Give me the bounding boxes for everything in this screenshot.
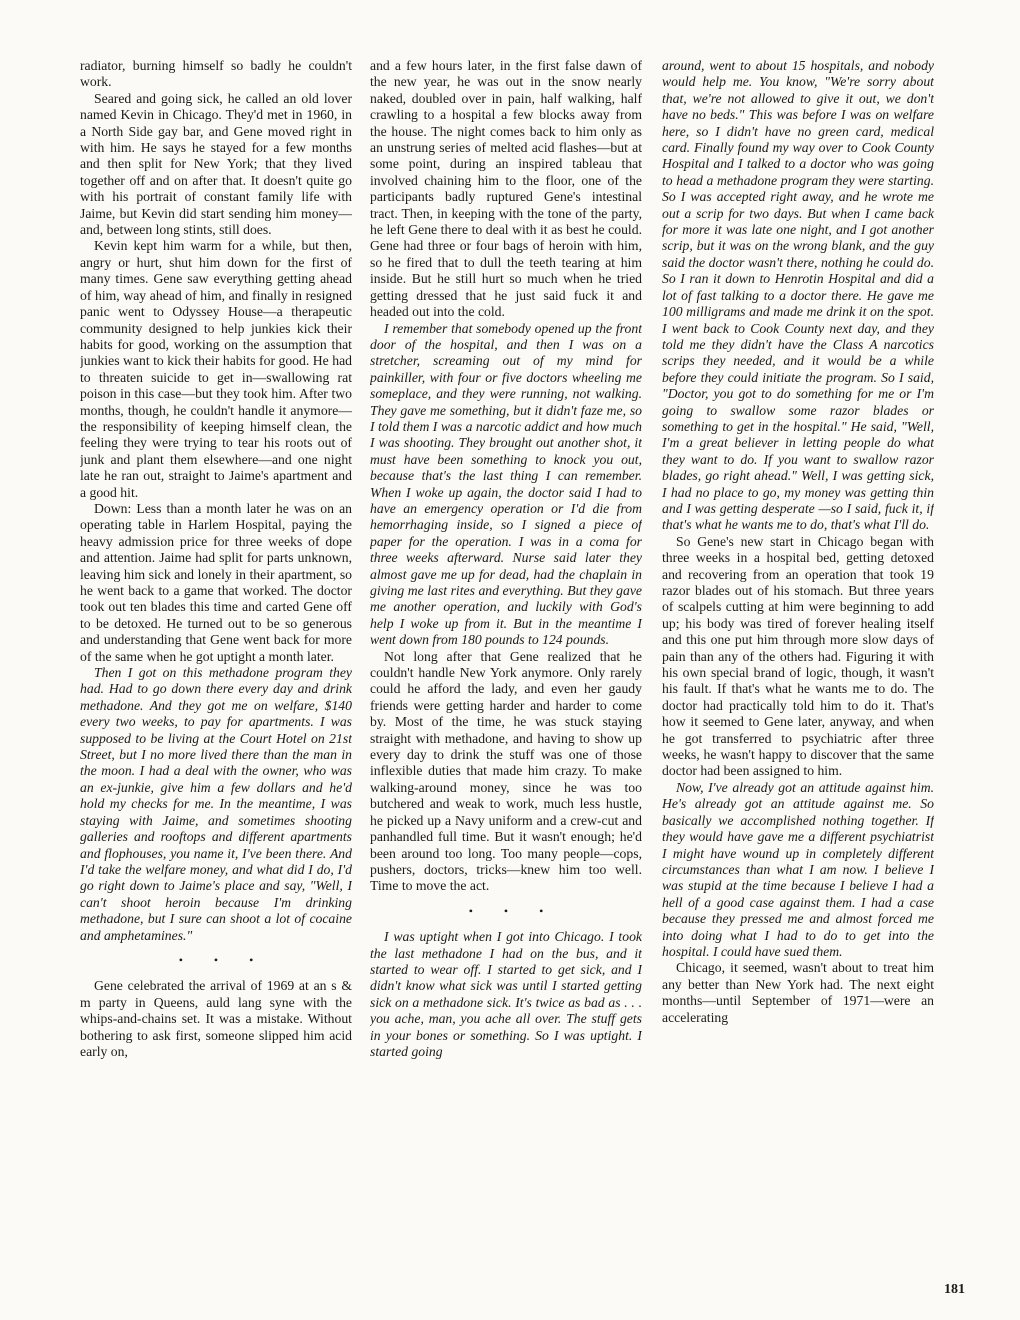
body-paragraph: Not long after that Gene realized that he couldn't handle New York anymore. Only rarely could he afford the lady, and even her gaudy friends were getting harder and harder to come by. Most of the time, he was stuck staying straight with methadone, and having to show up every day to drink the stuff was one of those inflexible duties that made him crazy. To make walking-around money, since he was too butchered and weak to work, much less hustle, he picked up a Navy uniform and a crew-cut and panhandled full time. But it wasn't enough; he'd been around too long. Too many people—cops, pushers, doctors, tricks—knew him too well. Time to move the act. bbox=[370, 648, 642, 894]
quote-paragraph: I remember that somebody opened up the front door of the hospital, and then I was on a stretcher, screaming out of my mind for painkiller, with four or five doctors wheeling me someplace, and they were running, not walking. They gave me something, but it didn't faze me, so I told them I was a narcotic addict and how much I was shooting. They brought out another shot, it must have been something to knock you out, because that's the last thing I can remember. When I woke up again, the doctor said I had to have an emergency operation or I'd die from hemorrhaging inside, so I signed a piece of paper for the operation. I was in a coma for three weeks afterward. Nurse said later they almost gave me up for dead, had the chaplain in giving me last rites and everything. But they gave me another operation, and luckily with God's help I woke up from it. But in the meantime I went down from 180 pounds to 124 pounds. bbox=[370, 320, 642, 648]
page-number: 181 bbox=[944, 1282, 965, 1297]
body-paragraph: Kevin kept him warm for a while, but then, angry or hurt, shut him down for the first of many times. Gene saw everything getting ahead of him, way ahead of him, and finally in resigned panic went to Odyssey House—a therapeutic community designed to help junkies kick their habits for good, working on the assumption that junkies want to kick their habits for good. He had to threaten suicide to get in—swallowing rat poison in this case—but they took him. After two months, though, he couldn't handle it anymore—the responsibility of keeping himself clean, the feeling they were trying to tear his roots out of junk and plant them elsewhere—and one night late he ran out, straight to Jaime's apartment and a good hit. bbox=[80, 238, 352, 500]
body-paragraph: Chicago, it seemed, wasn't about to treat him any better than New York had. The next eight months—until September of 1971—were an accelerating bbox=[662, 960, 934, 1025]
text-column-1 bbox=[80, 58, 352, 1298]
quote-paragraph: around, went to about 15 hospitals, and nobody would help me. You know, "We're sorry about that, we're not allowed to give it out, we don't have no beds." This was before I was on welfare here, so I didn't have no green card, medical card. Finally found my way over to Cook County Hospital and I talked to a doctor who was going to head a methadone program they were starting. So I was accepted right away, and he wrote me out a scrip for two days. But when I came back for more it was late one night, and I got another scrip, but it was on the wrong blank, and the guy said the doctor wasn't there, nothing he could do. So I ran it down to Henrotin Hospital and did a lot of fast talking to a doctor there. He gave me 100 milligrams and made me drink it on the spot. I went back to Cook County next day, and they told me they didn't have the Class A narcotics scrips they needed, and it would be a while before they could initiate the program. So I said, "Doctor, you got to do something for me or I'm going to swallow some razor blades or something to get in the hospital." He said, "Well, I'm a great believer in letting people do what they want to do. If you want to swallow razor blades, go right ahead." Well, I was getting sick, I had no place to go, my money was getting thin and I was getting desperate —so I said, fuck it, if that's what he wants me to do, that's what I'll do. bbox=[662, 58, 934, 533]
body-paragraph: So Gene's new start in Chicago began with three weeks in a hospital bed, getting detoxed and recovering from an operation that took 19 razor blades out of his stomach. But three years of scalpels cutting at him were beginning to add up; his body was tired of forever healing itself and this one put him through more slow days of pain than any of the others had. Figuring it with his own special brand of logic, though, it wasn't his fault. If that's what he wants me to do. The doctor had practically told him to do it. That's how it seemed to Gene later, anyway, and when he got transferred to psychiatric after three weeks, he wasn't happy to discover that the same doctor had been assigned to him. bbox=[662, 533, 934, 779]
quote-paragraph: I was uptight when I got into Chicago. I took the last methadone I had on the bus, and it started to wear off. I started to get sick, and I didn't know what sick was until I started getting sick on a methadone sick. It's twice as bad as . . . you ache, man, you ache all over. The stuff gets in your bones or something. So I was uptight. I started going bbox=[370, 929, 642, 1059]
body-paragraph: Down: Less than a month later he was on an operating table in Harlem Hospital, paying the heavy admission price for three weeks of dope and attention. Jaime had split for parts unknown, leaving him sick and lonely in their apartment, so he went back to a game that worked. The doctor took out ten blades this time and carted Gene off to be detoxed. He turned out to be so generous and understanding that Gene went back for more of the same when he got uptight a month later. bbox=[80, 500, 352, 664]
quote-paragraph: Now, I've already got an attitude against him. He's already got an attitude against me. So basically we accomplished nothing together. If they would have gave me a different psychiatrist I might have wound up in completely different circumstances than what I am now. I believe I was stupid at the time because I believe I had a hell of a good case against them. I had a case because they pressed me and almost forced me into doing what I had to do to get into the hospital. I could have sued them. bbox=[662, 779, 934, 959]
body-paragraph: and a few hours later, in the first false dawn of the new year, he was out in the snow nearly naked, doubled over in pain, half walking, half crawling to a hospital a few blocks away from the house. The night comes back to him only as an unstrung series of melted acid flashes—but at some point, during an inspired tableau that involved chaining him to the floor, one of the participants badly ruptured Gene's intestinal tract. Then, in keeping with the tone of the party, he left Gene there to deal with it as best he could. Gene had three or four bags of heroin with him, so he fired that to dull the teeth tearing at him inside. But he still hurt so much when he tried getting dressed that he just said fuck it and headed out into the cold. bbox=[370, 58, 642, 320]
body-paragraph: Gene celebrated the arrival of 1969 at an s & m party in Queens, auld lang syne with the whips-and-chains set. It was a mistake. Without bothering to ask first, someone slipped him acid early on, bbox=[80, 978, 352, 1059]
body-paragraph: Seared and going sick, he called an old lover named Kevin in Chicago. They'd met in 1960, in a North Side gay bar, and Gene moved right in with him. He says he stayed for a few months and then split for New York; that they lived together off and on after that. It doesn't quite go with his portrait of constant family life with Jaime, but Kevin did start sending him money—and, between long stints, still does. bbox=[80, 90, 352, 238]
body-paragraph: radiator, burning himself so badly he couldn't work. bbox=[80, 58, 352, 90]
quote-paragraph: Then I got on this methadone program they had. Had to go down there every day and drink methadone. And they got me on welfare, $140 every two weeks, to pay for apartments. I was supposed to be living at the Court Hotel on 21st Street, but I no more lived there than the man in the moon. I had a deal with the owner, who was an ex-junkie, give him a few dollars and he'd hold my checks for me. In the meantime, I was staying with Jaime, and sometimes shooting galleries and rooftops and different apartments and flophouses, you name it, I've been there. And I'd take the welfare money, and what did I do, I'd go right down to Jaime's place and say, "Well, I can't shoot heroin because I'm drinking methadone, but I sure can shoot a lot of cocaine and amphetamines." bbox=[80, 665, 352, 943]
text-column-3 bbox=[662, 58, 934, 1298]
section-separator: • • • bbox=[468, 903, 558, 918]
section-separator: • • • bbox=[178, 952, 268, 967]
text-column-2 bbox=[370, 58, 642, 1298]
